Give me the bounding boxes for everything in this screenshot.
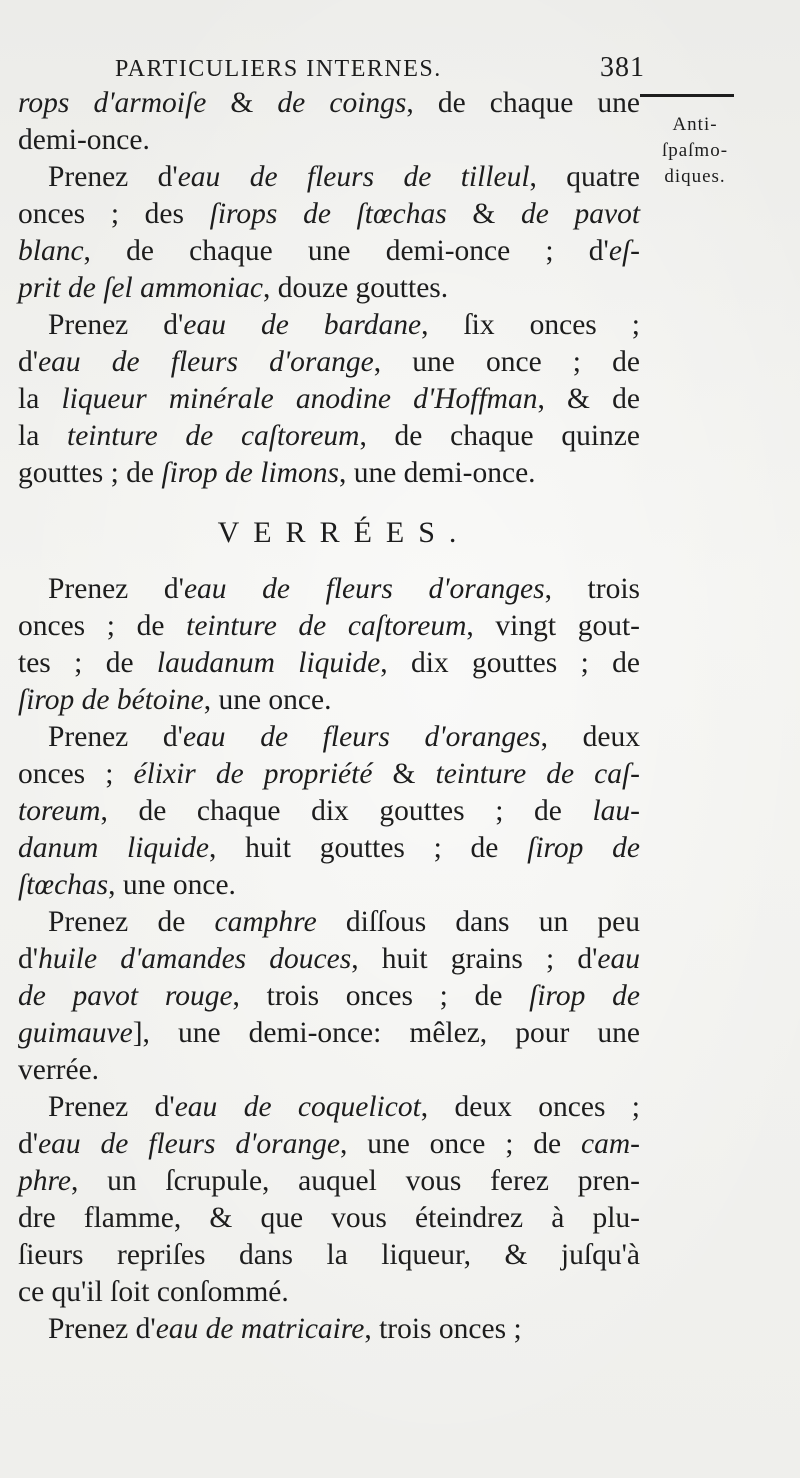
text-run: Prenez d' <box>48 309 184 341</box>
text-run: verrée. <box>18 1054 100 1086</box>
text-line <box>18 1200 640 1237</box>
italic-term: teinture de caſtoreum <box>67 420 360 452</box>
text-line <box>18 381 640 418</box>
text-run: , trois <box>544 573 641 605</box>
italic-term: eau de bardane <box>183 309 422 341</box>
italic-term: cam- <box>581 1128 640 1160</box>
text-run: ſieurs repriſes dans la liqueur, & juſqu'à <box>18 1239 640 1271</box>
italic-term: ſirop de bétoine <box>18 684 204 716</box>
italic-term: ſirop de <box>527 832 640 864</box>
text-line <box>18 830 640 867</box>
text-line <box>18 1126 640 1163</box>
text-run: Prenez d' <box>48 161 178 193</box>
text-run: gouttes ; de <box>18 457 162 489</box>
text-run: , une once. <box>108 869 236 901</box>
text-line <box>18 1274 640 1311</box>
text-run: , une once ; de <box>373 346 640 378</box>
italic-term: eſ- <box>608 235 640 267</box>
text-run: , douze gouttes. <box>262 272 449 304</box>
margin-note-line: Anti- <box>672 114 718 135</box>
text-line <box>18 1052 640 1089</box>
page-number: 381 <box>600 52 645 83</box>
text-line <box>18 608 640 645</box>
section-title: VERRÉES. <box>217 516 471 549</box>
text-line <box>18 85 640 122</box>
text-run: & <box>446 198 521 230</box>
text-line <box>18 867 640 904</box>
text-run: , dix gouttes ; de <box>380 647 640 679</box>
text-run: , trois onces ; de <box>232 980 530 1012</box>
text-line <box>18 682 640 719</box>
text-run: ce qu'il ſoit conſommé. <box>18 1276 289 1308</box>
italic-term: guimauve <box>18 1017 133 1049</box>
text-line <box>18 270 640 307</box>
text-run: , de chaque une demi-once ; d' <box>83 235 609 267</box>
page-header <box>115 50 645 90</box>
text-run: Prenez d' <box>48 1091 175 1123</box>
italic-term: blanc <box>18 235 84 267</box>
italic-term: eau de coquelicot <box>174 1091 421 1123</box>
italic-term: eau de fleurs d'oranges <box>183 573 545 605</box>
italic-term: ſirop de limons <box>161 457 339 489</box>
italic-term: camphre <box>214 906 317 938</box>
italic-term: lau- <box>592 795 640 827</box>
italic-term: de pavot <box>520 198 641 230</box>
text-run: ], une demi-once: mêlez, pour une <box>132 1017 640 1049</box>
text-run: , un ſcrupule, auquel vous ferez pren- <box>70 1165 640 1197</box>
text-line <box>18 645 640 682</box>
text-run: & <box>206 87 278 119</box>
text-line <box>18 455 640 492</box>
text-run: , quatre <box>529 161 640 193</box>
text-run: , une demi-once. <box>338 457 536 489</box>
text-run: d' <box>18 1128 39 1160</box>
text-run: , trois onces ; <box>364 1313 522 1345</box>
italic-term: eau de fleurs d'oranges <box>182 721 541 753</box>
text-line <box>18 196 640 233</box>
text-run: , & de <box>537 383 640 415</box>
italic-term: teinture de caſ- <box>435 758 640 790</box>
italic-term: ſirop de <box>529 980 640 1012</box>
text-run: , de chaque dix gouttes ; de <box>100 795 593 827</box>
body-text <box>18 85 640 1348</box>
italic-term: toreum <box>18 795 101 827</box>
margin-note-line: ſpaſmo- <box>661 140 729 161</box>
text-run: Prenez de <box>48 906 215 938</box>
italic-term: eau de fleurs d'orange <box>38 1128 340 1160</box>
italic-term: de coings <box>277 87 407 119</box>
italic-term: liqueur minérale anodine d'Hoffman <box>61 383 538 415</box>
text-run: Prenez d' <box>48 721 183 753</box>
text-line <box>18 571 640 608</box>
text-line <box>18 941 640 978</box>
italic-term: teinture de caſtoreum <box>186 610 467 642</box>
recipes-after-section <box>18 571 640 1348</box>
text-line <box>18 122 640 159</box>
text-line <box>18 793 640 830</box>
italic-term: élixir de propriété <box>133 758 373 790</box>
text-run: & <box>372 758 436 790</box>
text-line <box>18 307 640 344</box>
text-line <box>18 159 640 196</box>
text-run: tes ; de <box>18 647 157 679</box>
text-run: d' <box>18 943 39 975</box>
text-line <box>18 1089 640 1126</box>
italic-term: eau de fleurs de tilleul <box>177 161 530 193</box>
text-line <box>18 719 640 756</box>
text-run: d' <box>18 346 39 378</box>
text-run: demi-once. <box>18 124 150 156</box>
text-line <box>18 978 640 1015</box>
text-run: , de chaque une <box>406 87 640 119</box>
text-run: la <box>18 420 68 452</box>
text-line <box>18 418 640 455</box>
text-line <box>18 1237 640 1274</box>
text-line <box>18 756 640 793</box>
italic-term: danum liquide <box>18 832 209 864</box>
text-line <box>18 344 640 381</box>
text-run: , de chaque quinze <box>359 420 640 452</box>
italic-term: eau de fleurs d'orange <box>38 346 374 378</box>
text-line <box>18 1015 640 1052</box>
text-run: onces ; <box>18 758 134 790</box>
italic-term: eau de matricaire <box>155 1313 365 1345</box>
text-run: onces ; de <box>18 610 187 642</box>
italic-term: eau <box>597 943 641 975</box>
italic-term: laudanum liquide <box>156 647 381 679</box>
text-line <box>18 1311 640 1348</box>
text-run: , vingt gout- <box>466 610 640 642</box>
text-run: Prenez d' <box>48 573 184 605</box>
text-run: dre flamme, & que vous éteindrez à plu- <box>18 1202 640 1234</box>
italic-term: ſtœchas <box>18 869 109 901</box>
italic-term: phre <box>18 1165 71 1197</box>
text-run: , huit gouttes ; de <box>208 832 528 864</box>
text-run: Prenez d' <box>48 1313 156 1345</box>
italic-term: rops d'armoiſe <box>18 87 207 119</box>
italic-term: de pavot rouge <box>18 980 233 1012</box>
text-run: , deux <box>540 721 640 753</box>
text-run: diſſous dans un peu <box>316 906 640 938</box>
running-title: PARTICULIERS INTERNES. <box>115 56 442 82</box>
italic-term: huile d'amandes douces <box>38 943 352 975</box>
text-run: , ſix onces ; <box>421 309 640 341</box>
margin-note <box>640 112 750 190</box>
text-run: , deux onces ; <box>420 1091 640 1123</box>
margin-note-line: diques. <box>664 166 726 187</box>
italic-term: prit de ſel ammoniac <box>18 272 263 304</box>
italic-term: ſirops de ſtœchas <box>209 198 447 230</box>
text-run: onces ; des <box>18 198 210 230</box>
margin-rule <box>640 94 734 97</box>
recipes-before-section <box>18 85 640 492</box>
text-line <box>18 904 640 941</box>
text-run: , huit grains ; d' <box>351 943 598 975</box>
text-run: la <box>18 383 62 415</box>
text-run: , une once ; de <box>339 1128 581 1160</box>
text-line <box>18 1163 640 1200</box>
text-run: , une once. <box>203 684 332 716</box>
text-line <box>18 233 640 270</box>
